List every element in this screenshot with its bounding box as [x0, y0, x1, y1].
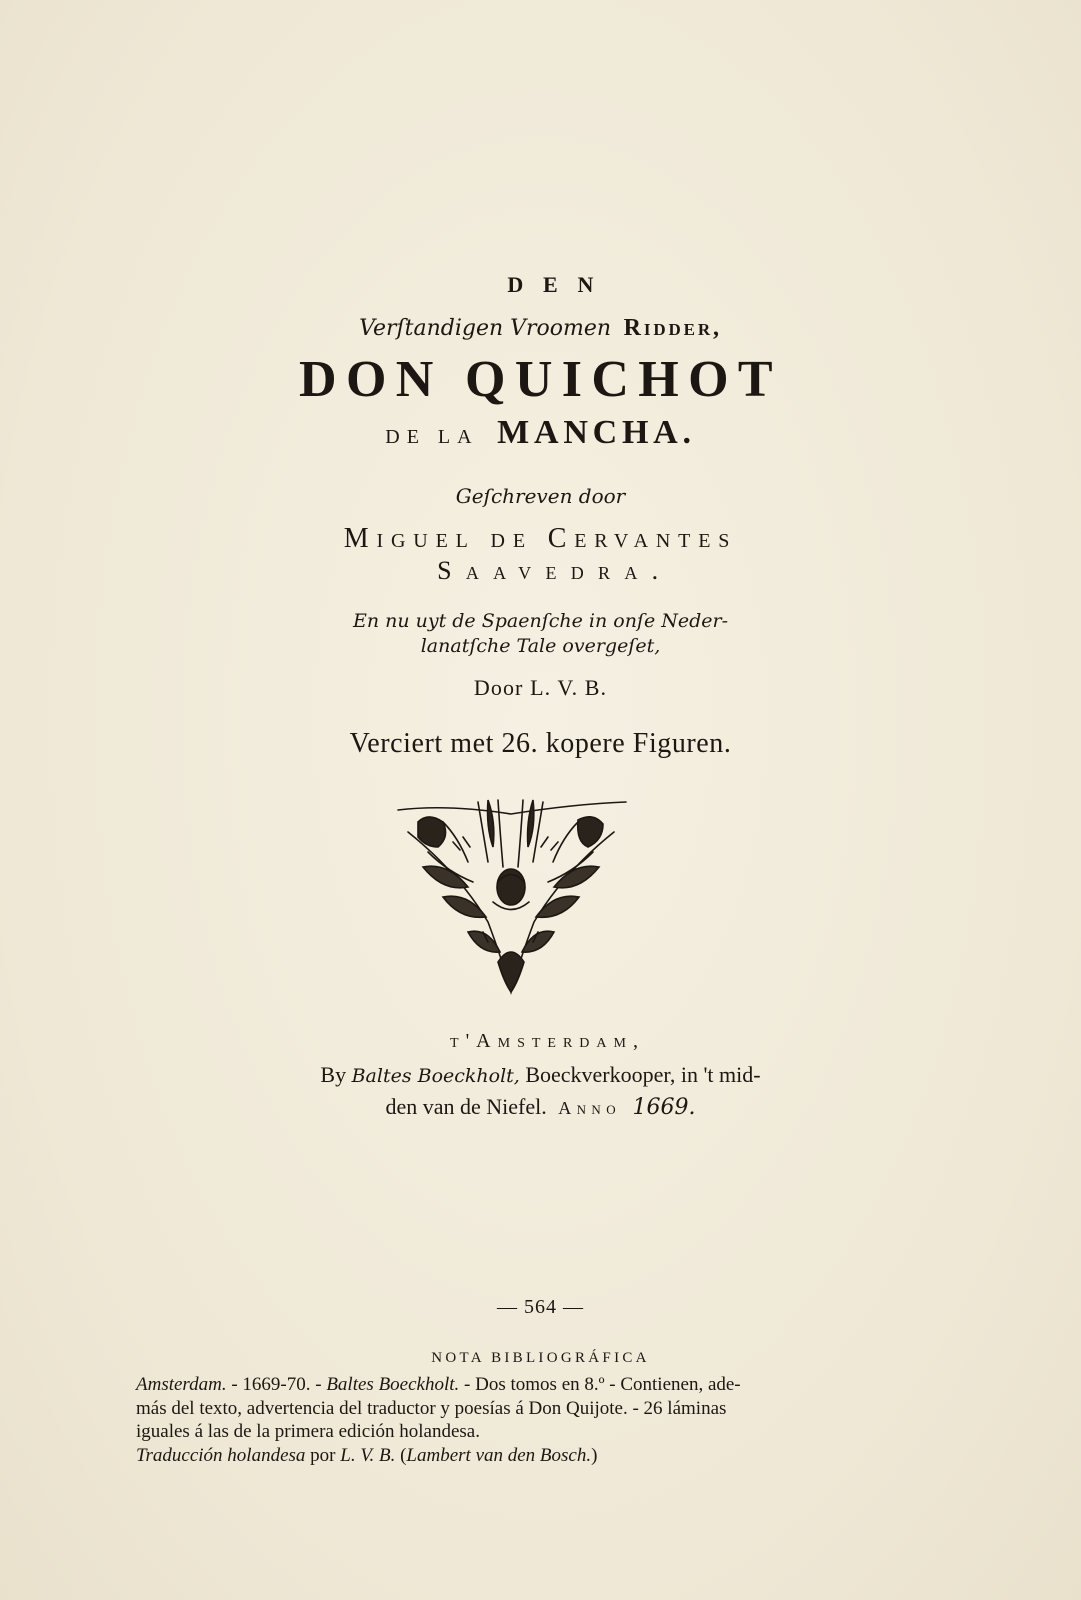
nota-line-3: iguales á las de la primera edición holandesa.	[136, 1421, 480, 1442]
title-don-quichot: DON QUICHOT	[299, 351, 782, 408]
translator-line: Door L. V. B.	[473, 675, 608, 700]
floral-ornament-icon	[388, 792, 634, 1002]
imprint-publisher-line	[0, 1062, 1081, 1088]
translation-line2: lanatſche Tale overgeſet,	[420, 635, 661, 657]
imprint-publisher-name: Baltes Boeckholt,	[351, 1065, 520, 1087]
translation-line1: En nu uyt de Spaenſche in onſe Neder-	[352, 610, 729, 632]
title-mancha: MANCHA.	[497, 414, 696, 451]
page-number: — 564 —	[497, 1296, 584, 1318]
nota-translation: Traducción holandesa	[136, 1444, 306, 1466]
imprint-bookseller: Boeckverkooper, in 't mid-	[525, 1062, 761, 1087]
nota-por: por	[305, 1444, 341, 1466]
imprint-address-line	[0, 1094, 1081, 1120]
nota-body	[136, 1373, 942, 1467]
nota-paren-close: )	[591, 1444, 598, 1466]
imprint-city: t'Amsterdam,	[450, 1030, 645, 1052]
imprint-anno: Anno	[558, 1098, 622, 1118]
title-den: DEN	[507, 272, 614, 297]
nota-printer: Baltes Boeckholt.	[326, 1374, 460, 1395]
nota-dates: - 1669-70. -	[226, 1374, 327, 1395]
author-name: Miguel de Cervantes	[343, 523, 738, 554]
nota-line-4	[136, 1444, 942, 1468]
nota-translator-name: Lambert van den Bosch.	[406, 1444, 592, 1466]
title-verstandigen: Verſtandigen Vroomen	[359, 316, 612, 341]
illustrations-line: Verciert met 26. kopere Figuren.	[349, 728, 732, 759]
nota-line-2: más del texto, advertencia del traductor y poesías á Don Quijote. - 26 láminas	[136, 1397, 727, 1419]
title-ridder: Ridder,	[623, 315, 722, 341]
title-mancha-line	[0, 414, 1081, 452]
title-de-la: DE LA	[385, 426, 479, 448]
title-ridder-line	[0, 312, 1081, 342]
title-geschreven: Geſchreven door	[455, 484, 626, 508]
imprint-by: By	[320, 1062, 347, 1087]
nota-line-1	[136, 1373, 942, 1397]
nota-desc-1: - Dos tomos en 8.º - Contienen, ade-	[459, 1374, 741, 1395]
imprint-year: 1669.	[632, 1095, 696, 1120]
nota-translator-initials: L. V. B.	[340, 1444, 396, 1466]
nota-title: NOTA BIBLIOGRÁFICA	[431, 1350, 650, 1366]
nota-paren-open: (	[395, 1444, 407, 1466]
nota-city: Amsterdam.	[136, 1374, 227, 1395]
imprint-address: den van de Niefel.	[385, 1094, 547, 1119]
author-surname: Saavedra.	[437, 556, 673, 585]
